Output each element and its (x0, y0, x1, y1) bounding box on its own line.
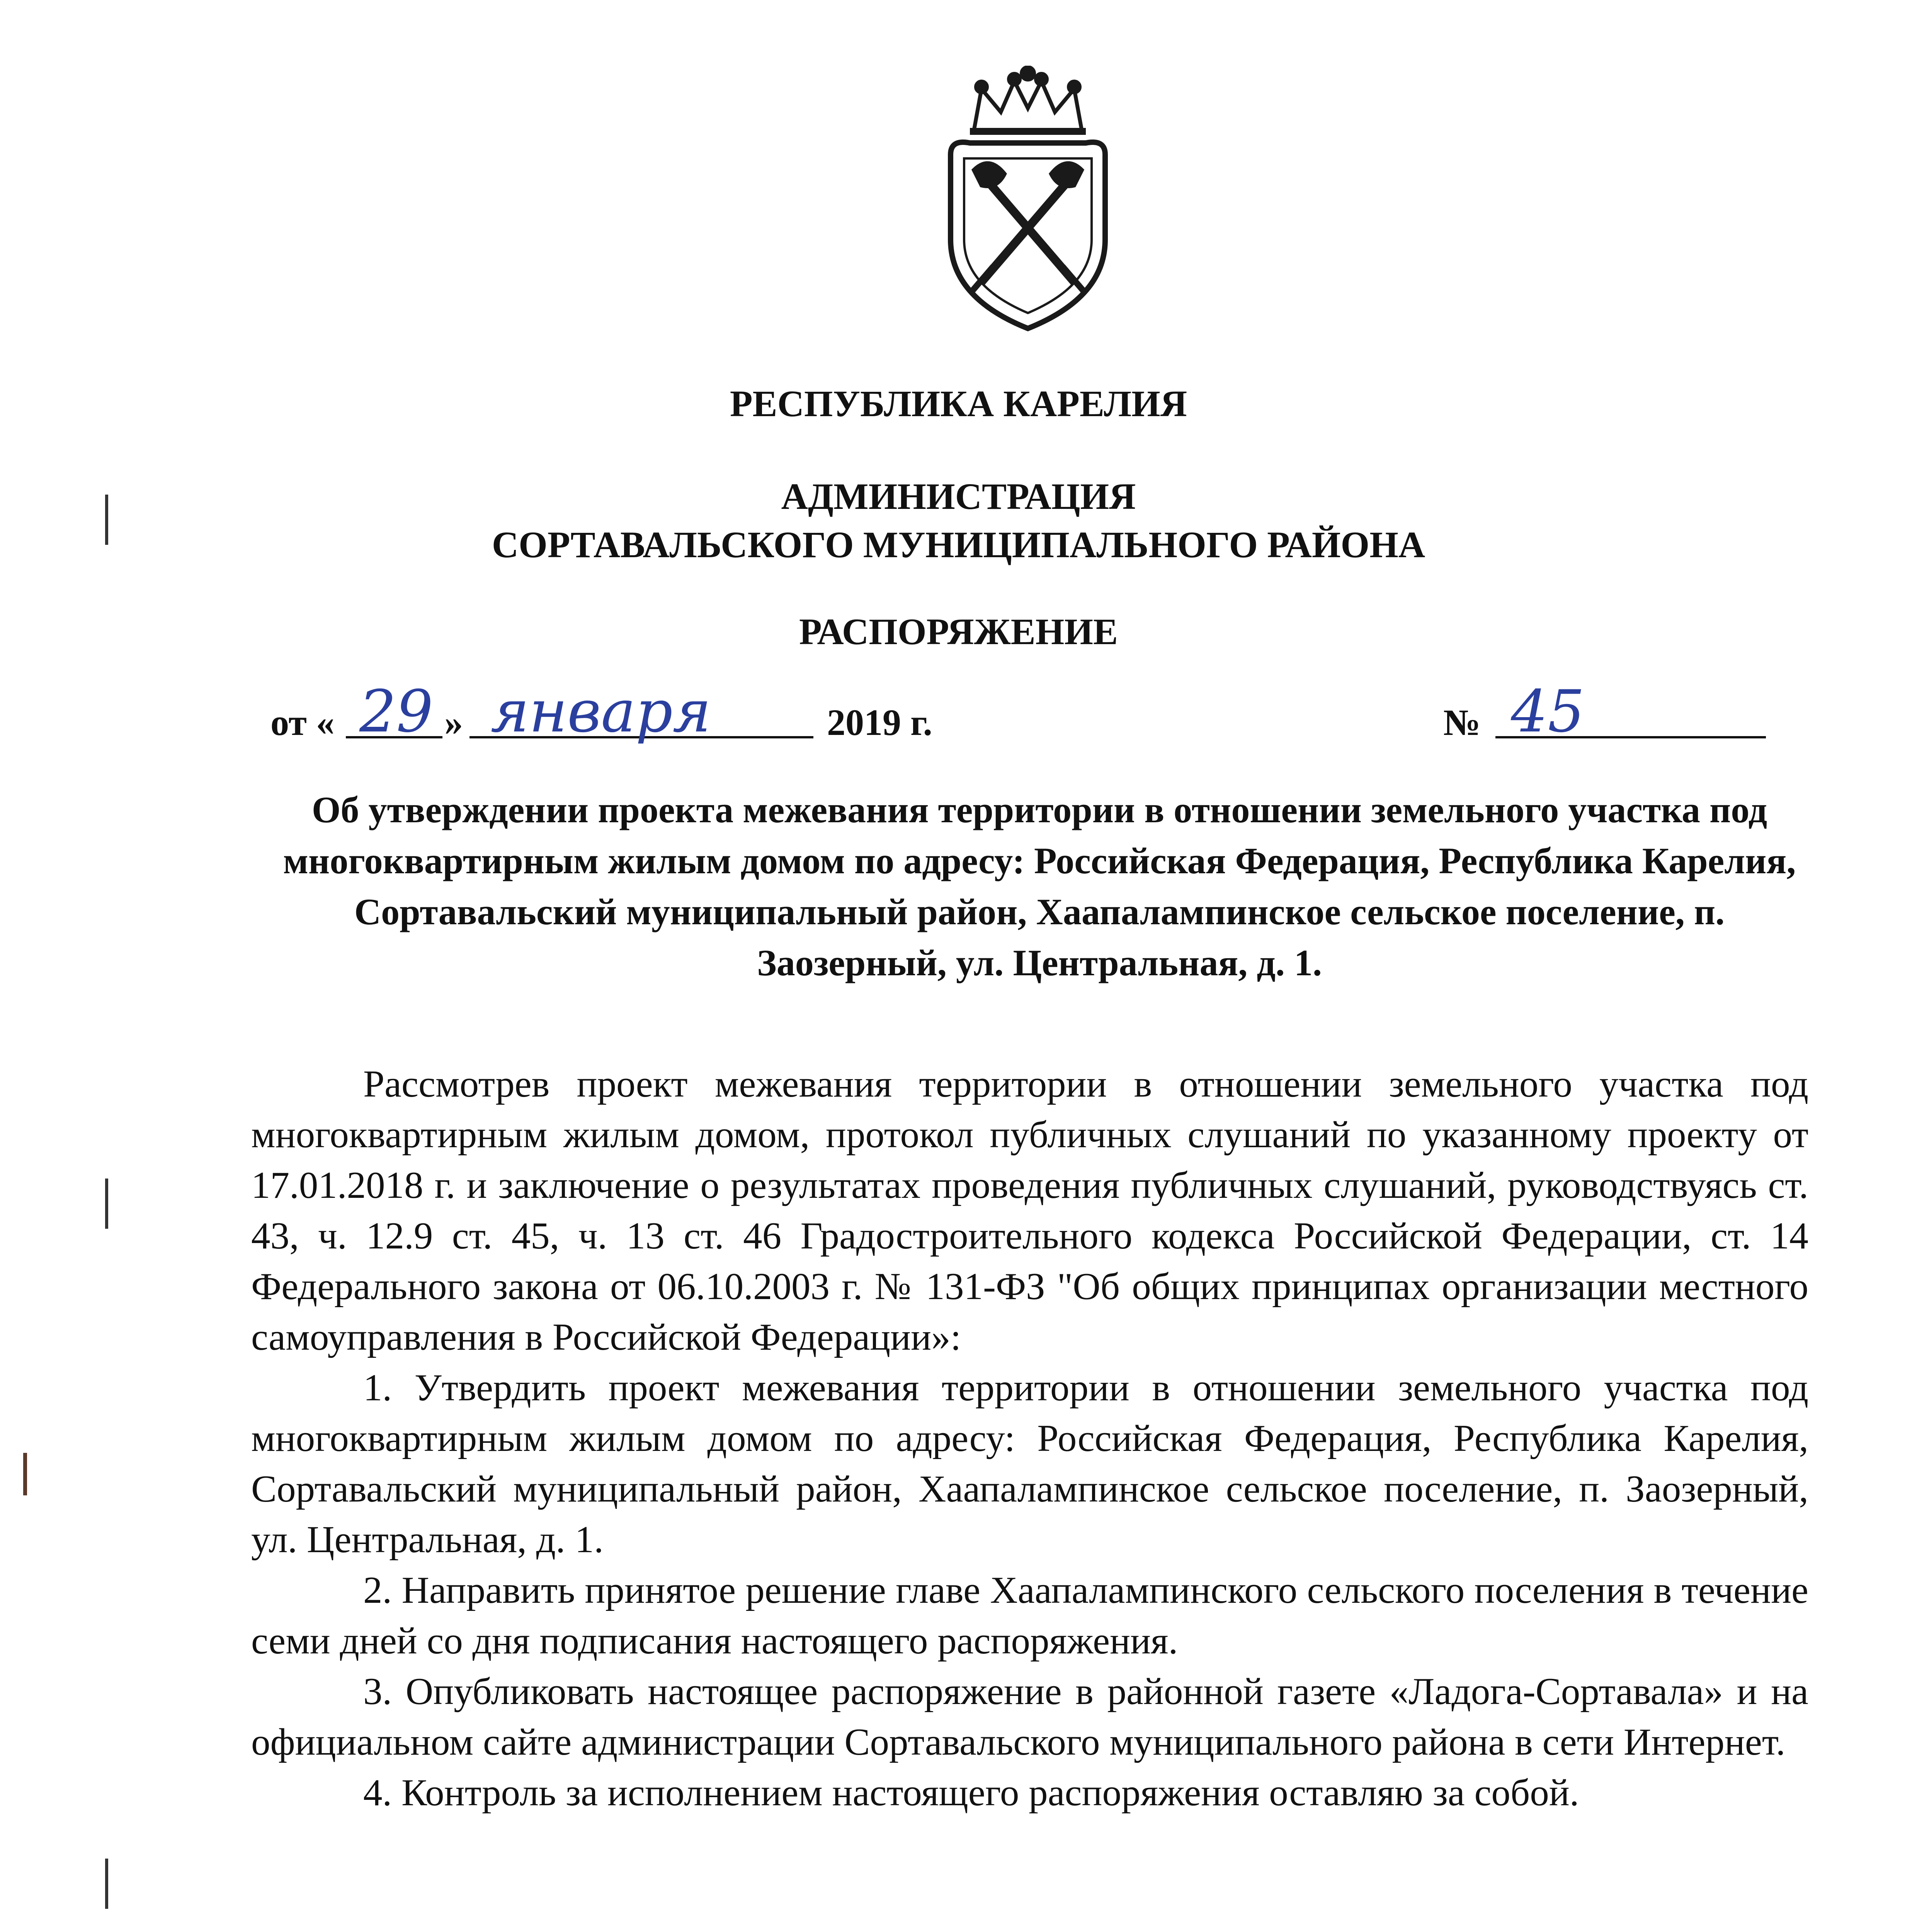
coat-of-arms-icon (924, 66, 1132, 336)
list-item: 4. Контроль за исполнением настоящего распоряжения оставляю за собой. (363, 1772, 1579, 1814)
preamble-paragraph: Рассмотрев проект межевания территории в отношении земельного участка под многоквартирным жилым домом, протокол публичных слушаний по указанному проекту от 17.01.2018 г. и заключение о результатах проведения публичных слушаний, руководствуясь ст. 43, ч. 12.9 ст. 45, ч. 13 ст. 46 Градостроительного кодекса Российской Федерации, ст. 14 Федерального закона от 06.10.2003 г. № 131-ФЗ "Об общих принципах организации местного самоуправления в Российской Федерации»: (251, 1063, 1808, 1358)
list-item: 3. Опубликовать настоящее распоряжение в районной газете «Ладога-Сортавала» и на официальном сайте администрации Сортавальского муниципального района в сети Интернет. (251, 1670, 1808, 1763)
list-item: 1. Утвердить проект межевания территории в отношении земельного участка под многоквартирным жилым домом по адресу: Российская Федерация, Республика Карелия, Сортавальский муниципальный район, Хаапалампинское сельское поселение, п. Заозерный, ул. Центральная, д. 1. (251, 1367, 1808, 1561)
administration-title-line2: СОРТАВАЛЬСКОГО МУНИЦИПАЛЬНОГО РАЙОНА (492, 524, 1425, 565)
date-year: 2019 г. (827, 702, 932, 743)
document-body (251, 1059, 1808, 1818)
republic-title: РЕСПУБЛИКА КАРЕЛИЯ (730, 383, 1187, 424)
date-month-handwritten: января (491, 678, 711, 745)
list-item: 2. Направить принятое решение главе Хаапалампинского сельского поселения в течение семи дней со дня подписания настоящего распоряжения. (251, 1569, 1808, 1662)
administration-title-line1: АДМИНИСТРАЦИЯ (781, 476, 1136, 517)
document-subject: Об утверждении проекта межевания территории в отношении земельного участка под многоквартирным жилым домом по адресу: Российская Федерация, Республика Карелия, Сортавальский муниципальный район, Хаапалампинское сельское поселение, п. Заозерный, ул. Центральная, д. 1. (283, 789, 1796, 983)
document-type-title: РАСПОРЯЖЕНИЕ (799, 611, 1118, 652)
number-prefix: № (1443, 702, 1481, 743)
date-quote-close: » (444, 702, 463, 743)
document-number-handwritten: 45 (1511, 678, 1585, 745)
date-prefix: от « (270, 702, 335, 743)
date-day-handwritten: 29 (359, 678, 433, 745)
